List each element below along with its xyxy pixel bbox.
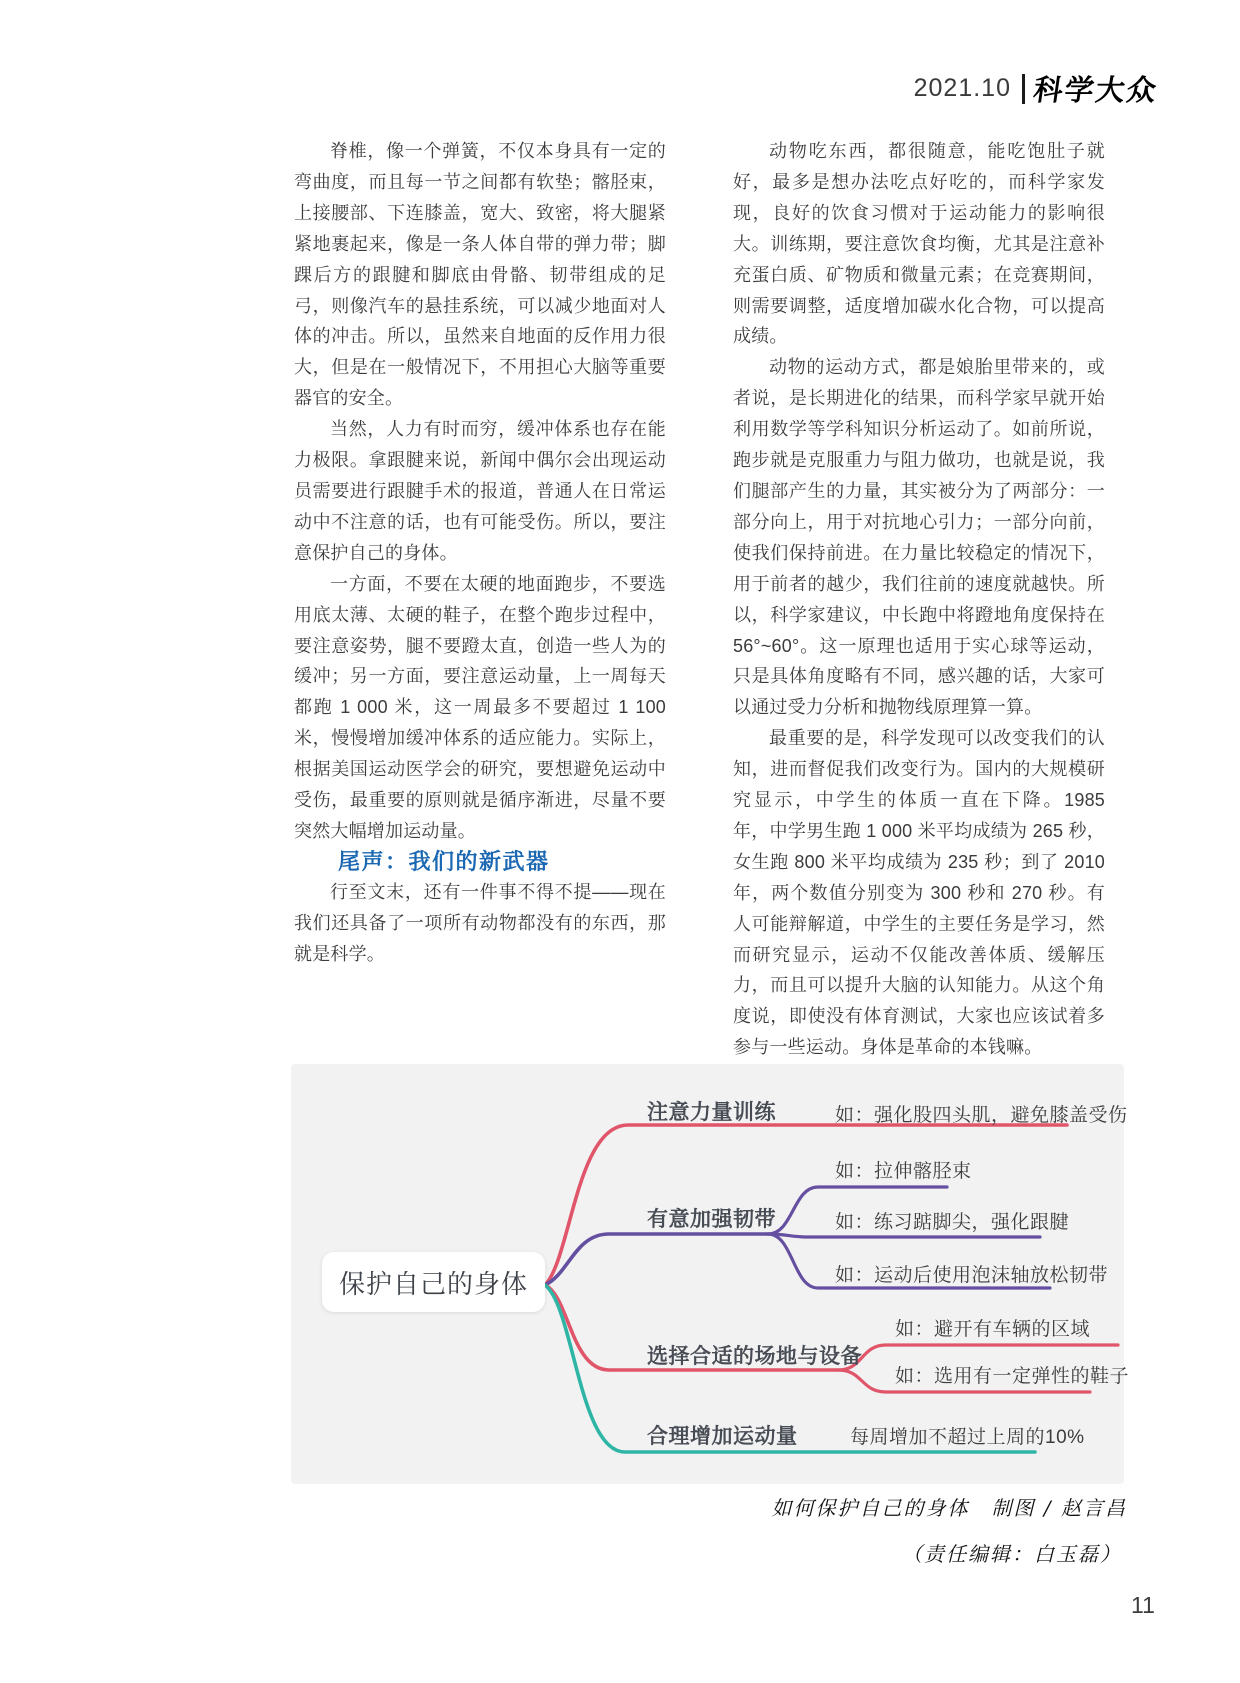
mindmap-root-node: 保护自己的身体 [322, 1252, 545, 1312]
mindmap-branch-label: 选择合适的场地与设备 [647, 1345, 862, 1368]
mindmap-figure [291, 1064, 1130, 1484]
body-paragraph: 动物吃东西，都很随意，能吃饱肚子就好，最多是想办法吃点好吃的，而科学家发现，良好的饮食习惯对于运动能力的影响很大。训练期，要注意饮食均衡，尤其是注意补充蛋白质、矿物质和微量元素；在竞赛期间，则需要调整，适度增加碳水化合物，可以提高成绩。 [733, 141, 1105, 347]
header-divider [1022, 74, 1025, 104]
left-column [294, 136, 666, 970]
mindmap-child-label: 如：选用有一定弹性的鞋子 [895, 1366, 1130, 1387]
body-paragraph: 动物的运动方式，都是娘胎里带来的，或者说，是长期进化的结果，而科学家早就开始利用数学等学科知识分析运动了。如前所说，跑步就是克服重力与阻力做功，也就是说，我们腿部产生的力量，其实被分为了两部分：一部分向上，用于对抗地心引力；一部分向前，使我们保持前进。在力量比较稳定的情况下，用于前者的越少，我们往前的速度就越快。所以，科学家建议，中长跑中将蹬地角度保持在56°~60°。这一原理也适用于实心球等运动，只是具体角度略有不同，感兴趣的话，大家可以通过受力分析和抛物线原理算一算。 [733, 357, 1105, 718]
mindmap-branch-label: 合理增加运动量 [647, 1425, 798, 1448]
editor-note: （责任编辑：白玉磊） [902, 1542, 1122, 1566]
magazine-logo: 科学大众 [1031, 73, 1161, 107]
mindmap-branch-label: 有意加强韧带 [647, 1208, 776, 1231]
mindmap-child-label: 如：避开有车辆的区域 [895, 1319, 1091, 1340]
mindmap-child-label: 如：强化股四头肌，避免膝盖受伤 [835, 1105, 1128, 1126]
mindmap-child-label: 如：拉伸髂胫束 [835, 1161, 972, 1182]
body-paragraph: 当然，人力有时而穷，缓冲体系也存在能力极限。拿跟腱来说，新闻中偶尔会出现运动员需要进行跟腱手术的报道，普通人在日常运动中不注意的话，也有可能受伤。所以，要注意保护自己的身体。 [294, 419, 666, 563]
issue-date: 2021.10 [913, 74, 1011, 102]
right-column [733, 136, 1105, 1063]
body-paragraph: 行至文末，还有一件事不得不提——现在我们还具备了一项所有动物都没有的东西，那就是科学。 [294, 881, 666, 964]
page-header [913, 68, 1161, 109]
section-heading: 尾声：我们的新武器 [338, 848, 550, 874]
body-paragraph: 一方面，不要在太硬的地面跑步，不要选用底太薄、太硬的鞋子，在整个跑步过程中，要注意姿势，腿不要蹬太直，创造一些人为的缓冲；另一方面，要注意运动量，上一周每天都跑 1 000 米，这一周最多不要超过 1 100 米，慢慢增加缓冲体系的适应能力。实际上，根据美国运动医学会的研究，要想避免运动中受伤，最重要的原则就是循序渐进，尽量不要突然大幅增加运动量。 [294, 573, 666, 841]
body-paragraph: 脊椎，像一个弹簧，不仅本身具有一定的弯曲度，而且每一节之间都有软垫；髂胫束，上接腰部、下连膝盖，宽大、致密，将大腿紧紧地裹起来，像是一条人体自带的弹力带；脚踝后方的跟腱和脚底由骨骼、韧带组成的足弓，则像汽车的悬挂系统，可以减少地面对人体的冲击。所以，虽然来自地面的反作用力很大，但是在一般情况下，不用担心大脑等重要器官的安全。 [294, 141, 666, 409]
mindmap-child-label: 如：练习踮脚尖，强化跟腱 [835, 1212, 1070, 1233]
mindmap-child-label: 如：运动后使用泡沫轴放松韧带 [835, 1265, 1109, 1286]
mindmap-branch-label: 注意力量训练 [647, 1101, 776, 1124]
mindmap-child-label: 每周增加不超过上周的10% [850, 1427, 1085, 1448]
page-number: 11 [1131, 1592, 1155, 1618]
figure-caption: 如何保护自己的身体 制图 / 赵言昌 [771, 1496, 1127, 1520]
body-paragraph: 最重要的是，科学发现可以改变我们的认知，进而督促我们改变行为。国内的大规模研究显示，中学生的体质一直在下降。1985 年，中学男生跑 1 000 米平均成绩为 265 秒，女生跑 800 米平均成绩为 235 秒；到了 2010 年，两个数值分别变为 300 秒和 270 秒。有人可能辩解道，中学生的主要任务是学习，然而研究显示，运动不仅能改善体质、缓解压力，而且可以提升大脑的认知能力。从这个角度说，即使没有体育测试，大家也应该试着多参与一些运动。身体是革命的本钱嘛。 [733, 728, 1105, 1058]
